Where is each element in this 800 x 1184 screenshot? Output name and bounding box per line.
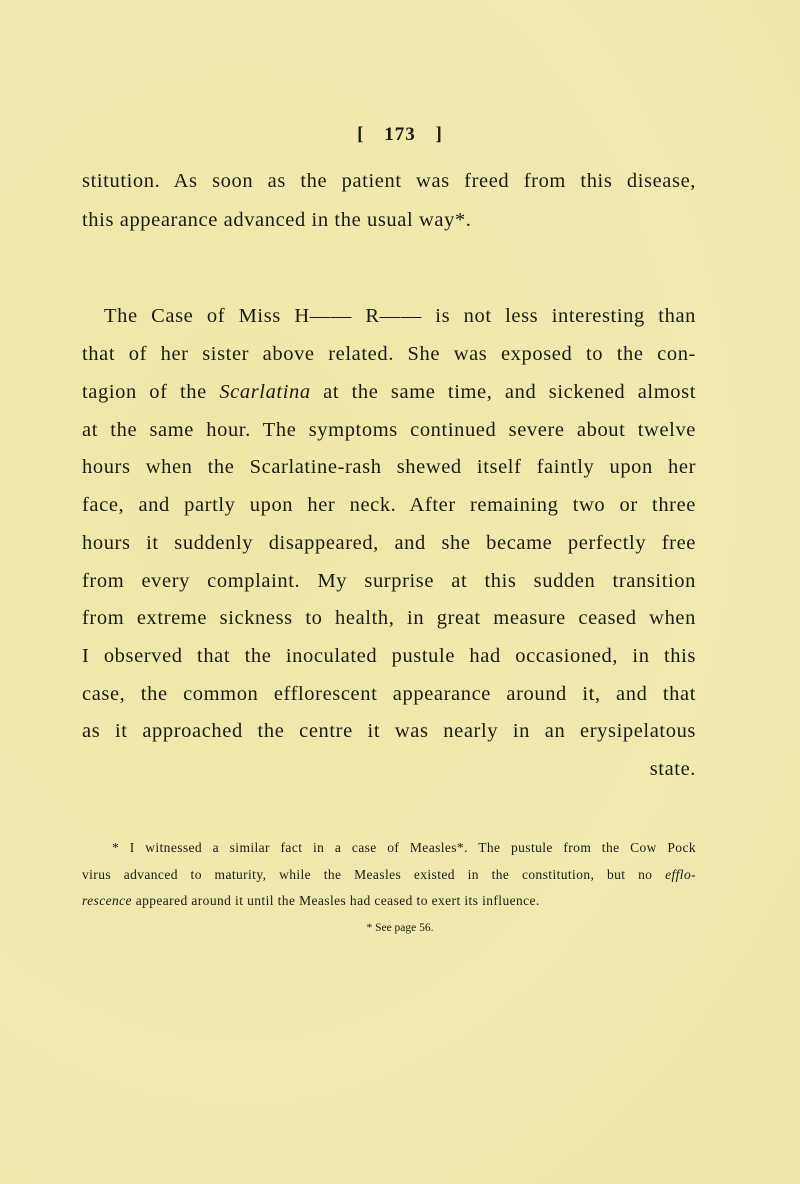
sub-footnote: * See page 56.: [366, 922, 434, 934]
text-span: appeared around it until the Measles had ceased to exert its influence.: [131, 893, 540, 908]
text-span: virus advanced to maturity, while the Measles existed in the constitution, but no: [82, 867, 666, 882]
footnote-line: [82, 865, 696, 885]
text-line: stitution. As soon as the patient was freed from this disease,: [82, 170, 696, 192]
text-line: state.: [649, 758, 696, 780]
text-line: hours when the Scarlatine-rash shewed itself faintly upon her: [82, 456, 696, 478]
text-span: tagion of the: [82, 381, 220, 403]
italic-term: rescence: [82, 893, 132, 908]
text-line: face, and partly upon her neck. After remaining two or three: [82, 494, 696, 516]
text-line: from extreme sickness to health, in great measure ceased when: [82, 607, 696, 629]
italic-term: efflo-: [665, 867, 696, 882]
text-line: [82, 378, 696, 406]
footnote-line: [82, 891, 696, 911]
text-line: that of her sister above related. She was exposed to the con-: [82, 343, 696, 365]
footnote-line: * I witnessed a similar fact in a case of Measles*. The pustule from the Cow Pock: [112, 840, 696, 855]
text-line: The Case of Miss H—— R—— is not less interesting than: [104, 305, 696, 327]
text-line: from every complaint. My surprise at this sudden transition: [82, 570, 696, 592]
text-line: this appearance advanced in the usual way*.: [82, 209, 472, 231]
text-line: as it approached the centre it was nearly in an erysipelatous: [82, 720, 696, 742]
text-line: at the same hour. The symptoms continued severe about twelve: [82, 419, 696, 441]
text-line: I observed that the inoculated pustule had occasioned, in this: [82, 645, 696, 667]
italic-term: Scarlatina: [219, 381, 311, 403]
page-number: [ 173 ]: [357, 124, 443, 145]
text-line: hours it suddenly disappeared, and she became perfectly free: [82, 532, 696, 554]
text-span: at the same time, and sickened almost: [310, 381, 696, 403]
text-line: case, the common efflorescent appearance around it, and that: [82, 683, 696, 705]
